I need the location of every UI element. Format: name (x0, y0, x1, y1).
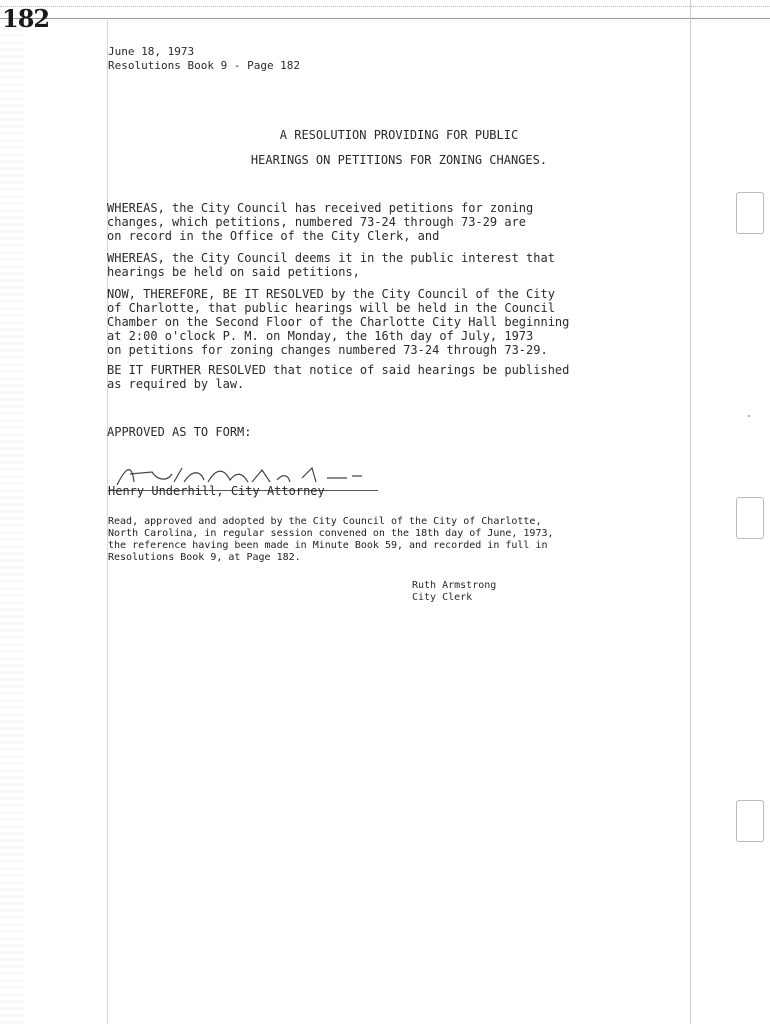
approved-label: APPROVED AS TO FORM: (107, 425, 252, 439)
top-rule (0, 18, 770, 19)
binder-hole-top (736, 192, 764, 234)
scan-speck (748, 415, 750, 417)
top-dotted-rule (0, 6, 770, 7)
resolution-title-line2: HEARINGS ON PETITIONS FOR ZONING CHANGES. (250, 153, 548, 167)
paragraph-whereas-2: WHEREAS, the City Council deems it in the public interest that hearings be held on said petitions, (107, 251, 555, 279)
header-book-ref: Resolutions Book 9 - Page 182 (108, 59, 301, 72)
page-number: 182 (2, 4, 50, 33)
clerk-title: City Clerk (412, 592, 473, 603)
document-header (108, 45, 300, 73)
signatory-name-title: Henry Underhill, City Attorney (108, 484, 325, 498)
paragraph-whereas-1: WHEREAS, the City Council has received petitions for zoning changes, which petitions, numbered 73-24 through 73-29 are on record in the Office of the City Clerk, and (107, 201, 534, 243)
paragraph-resolved: NOW, THEREFORE, BE IT RESOLVED by the City Council of the City of Charlotte, that public hearings will be held in the Council Chamber on the Second Floor of the Charlotte City Hall beginning at 2:00 o'clock P. M. on Monday, the 16th day of July, 1973 on petitions for zoning changes numbered 73-24 through 73-29. (107, 287, 570, 357)
clerk-name: Ruth Armstrong (412, 580, 497, 591)
paragraph-further-resolved: BE IT FURTHER RESOLVED that notice of said hearings be published as required by law. (107, 363, 570, 391)
right-margin-line (690, 0, 691, 1024)
binder-hole-bottom (736, 800, 764, 842)
header-date: June 18, 1973 (108, 45, 195, 58)
resolution-title-line1: A RESOLUTION PROVIDING FOR PUBLIC (279, 128, 519, 142)
adoption-certification: Read, approved and adopted by the City Council of the City of Charlotte, North Carolina, in regular session convened on the 18th day of June, 1973, the reference having been made in Minute Book 59, and recorded in full in Resolutions Book 9, at Page 182. (108, 516, 554, 563)
binder-hole-middle (736, 497, 764, 539)
scan-margin-texture (0, 20, 24, 1024)
